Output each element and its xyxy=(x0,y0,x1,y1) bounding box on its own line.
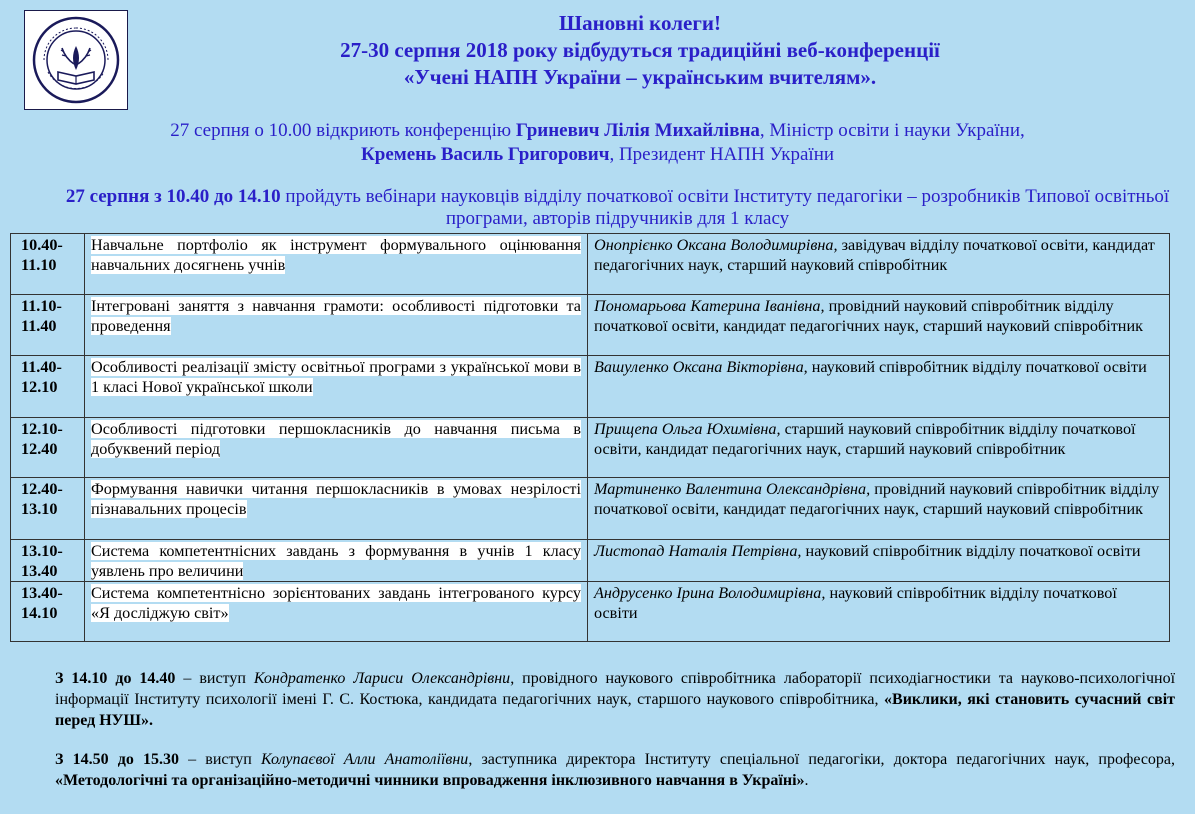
schedule-row xyxy=(11,478,1170,540)
webinar-time: 27 серпня з 10.40 до 14.10 xyxy=(65,186,281,207)
time-cell: 11.40- 12.10 xyxy=(11,356,85,418)
topic-cell: Інтегровані заняття з навчання грамоти: особливості підготовки та проведення xyxy=(85,295,588,356)
schedule-row xyxy=(11,295,1170,356)
napn-logo xyxy=(24,10,128,110)
opening-announcement xyxy=(0,119,1195,167)
time-cell: 12.40- 13.10 xyxy=(11,478,85,540)
speaker-cell: Андрусенко Ірина Володимирівна, науковий співробітник відділу початкової освіти xyxy=(588,582,1170,642)
speaker-cell: Листопад Наталія Петрівна, науковий співробітник відділу початкової освіти xyxy=(588,540,1170,582)
topic-cell: Система компетентнісно зорієнтованих завдань інтегрованого курсу «Я досліджую світ» xyxy=(85,582,588,642)
minister-role: , Міністр освіти і науки України, xyxy=(759,120,1025,141)
schedule-row xyxy=(11,234,1170,295)
president-name: Кремень Василь Григорович xyxy=(360,144,610,165)
speaker-cell: Мартиненко Валентина Олександрівна, провідний науковий співробітник відділу початкової освіти, кандидат педагогічних наук, старший науковий співробітник xyxy=(588,478,1170,540)
president-role: , Президент НАПН України xyxy=(609,144,835,165)
schedule-row xyxy=(11,540,1170,582)
talk-kondratenko: З 14.10 до 14.40 – виступ Кондратенко Лариси Олександрівни, провідного наукового співробітника лабораторії психодіагностики та науково-психологічної інформації Інституту психології імені Г. С. Костюка, кандидата педагогічних наук, старшого наукового співробітника, «Виклики, які становить сучасний світ перед НУШ». xyxy=(55,670,1176,729)
time-cell: 13.40- 14.10 xyxy=(11,582,85,642)
speaker-cell: Прищепа Ольга Юхимівна, старший науковий співробітник відділу початкової освіти, кандидат педагогічних наук, старший науковий співробітник xyxy=(588,418,1170,478)
webinar-description: пройдуть вебінари науковців відділу початкової освіти Інституту педагогіки – розробників Типової освітньої програми, авторів підручників для 1 класу xyxy=(280,186,1170,229)
schedule-row xyxy=(11,356,1170,418)
conference-header xyxy=(140,10,1140,91)
additional-talks xyxy=(55,668,1175,791)
schedule-table xyxy=(10,233,1170,642)
greeting: Шановні колеги! xyxy=(559,11,721,35)
schedule-row xyxy=(11,418,1170,478)
speaker-cell: Пономарьова Катерина Іванівна, провідний науковий співробітник відділу початкової освіти, кандидат педагогічних наук, старший науковий співробітник xyxy=(588,295,1170,356)
opening-prefix: 27 серпня о 10.00 відкриють конференцію xyxy=(170,120,516,141)
talk-kolupaieva: З 14.50 до 15.30 – виступ Колупаєвої Алли Анатоліївни, заступника директора Інституту спеціальної педагогіки, доктора педагогічних наук, професора, «Методологічні та організаційно-методичні чинники впровадження інклюзивного навчання в Україні». xyxy=(55,751,1176,789)
topic-cell: Навчальне портфоліо як інструмент формувального оцінювання навчальних досягнень учнів xyxy=(85,234,588,295)
topic-cell: Особливості підготовки першокласників до навчання письма в добуквений період xyxy=(85,418,588,478)
speaker-cell: Вашуленко Оксана Вікторівна, науковий співробітник відділу початкової освіти xyxy=(588,356,1170,418)
time-cell: 10.40- 11.10 xyxy=(11,234,85,295)
minister-name: Гриневич Лілія Михайлівна xyxy=(515,120,760,141)
speaker-cell: Онопрієнко Оксана Володимирівна, завідувач відділу початкової освіти, кандидат педагогічних наук, старший науковий співробітник xyxy=(588,234,1170,295)
conference-dates: 27-30 серпня 2018 року відбудуться традиційні веб-конференції xyxy=(340,38,940,62)
schedule-row xyxy=(11,582,1170,642)
topic-cell: Особливості реалізації змісту освітньої програми з української мови в 1 класі Нової української школи xyxy=(85,356,588,418)
academy-seal-icon xyxy=(28,14,124,106)
time-cell: 13.10- 13.40 xyxy=(11,540,85,582)
time-cell: 11.10- 11.40 xyxy=(11,295,85,356)
webinar-intro xyxy=(50,186,1185,230)
time-cell: 12.10- 12.40 xyxy=(11,418,85,478)
topic-cell: Формування навички читання першокласників в умовах незрілості пізнавальних процесів xyxy=(85,478,588,540)
conference-title: «Учені НАПН України – українським вчителям». xyxy=(403,65,877,89)
topic-cell: Система компетентнісних завдань з формування в учнів 1 класу уявлень про величини xyxy=(85,540,588,582)
